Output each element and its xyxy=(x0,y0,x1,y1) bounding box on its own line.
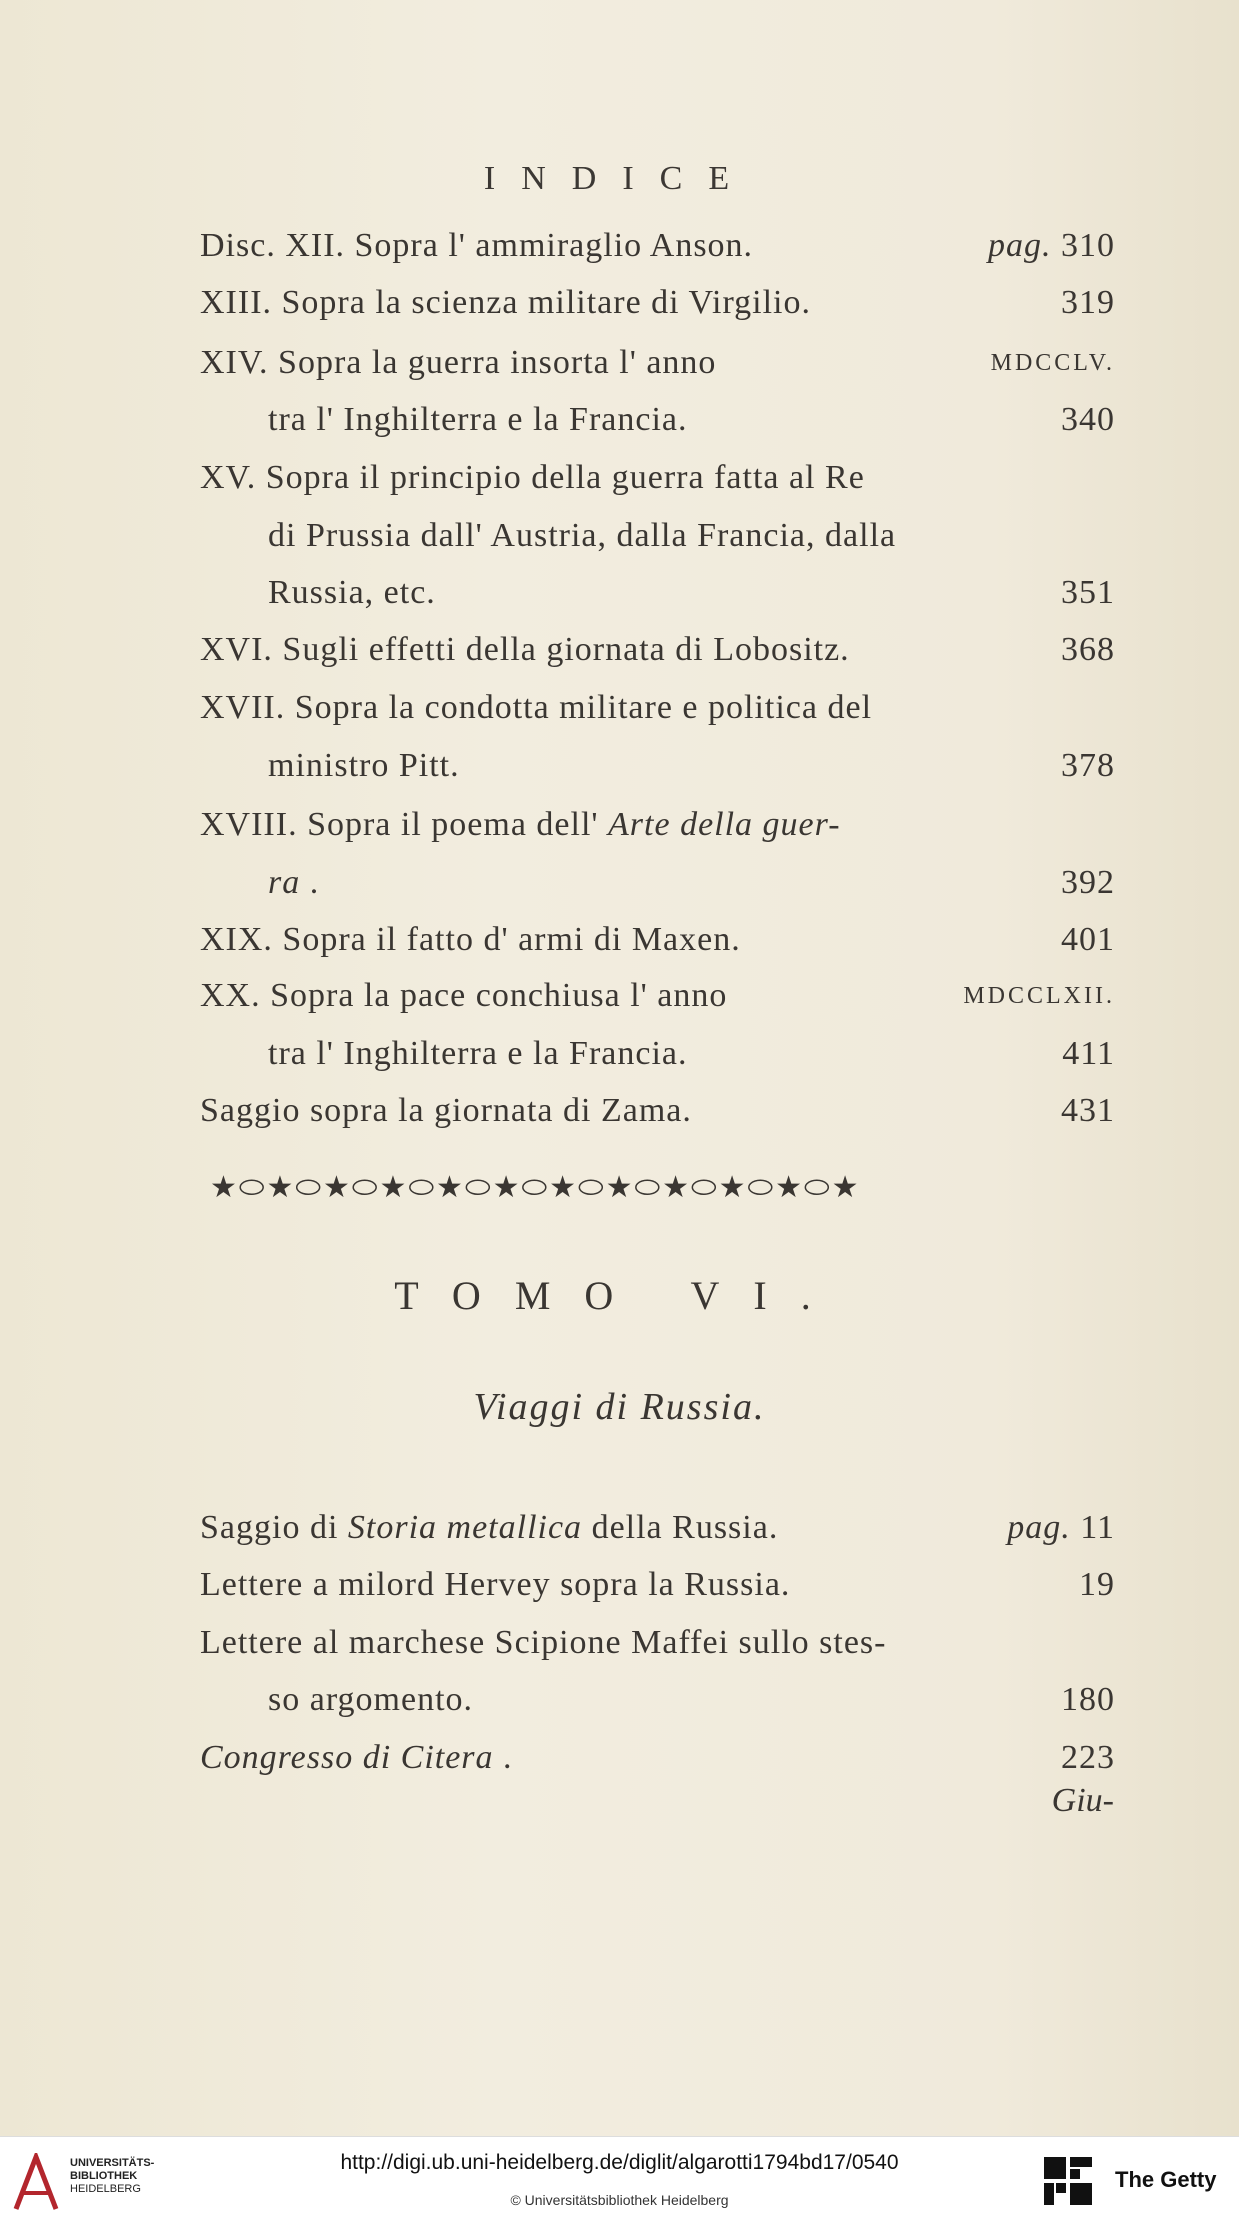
toc-entry xyxy=(200,450,1115,506)
institution-name: UNIVERSITÄTS- BIBLIOTHEK HEIDELBERG xyxy=(70,2157,155,2195)
entry-title-italic: Congresso di Citera xyxy=(200,1739,494,1776)
toc-entry xyxy=(200,622,1115,678)
entry-text: Lettere a milord Hervey sopra la Russia. xyxy=(200,1566,791,1603)
toc-entry xyxy=(200,680,1115,736)
entry-text: . xyxy=(503,1739,513,1776)
page-number: 411 xyxy=(1062,1035,1115,1072)
entry-text: XX. Sopra la pace conchiusa l' anno xyxy=(200,977,728,1014)
page-number: 340 xyxy=(1061,401,1115,438)
toc-entry xyxy=(200,1500,1115,1556)
entry-text: XIV. Sopra la guerra insorta l' anno xyxy=(200,344,717,381)
viewer-footer xyxy=(0,2136,1239,2224)
toc-entry xyxy=(268,738,1115,794)
toc-entry xyxy=(200,968,1115,1024)
entry-text: XVII. Sopra la condotta militare e politica del xyxy=(200,689,873,726)
page-label: pag. xyxy=(1007,1509,1071,1546)
section-title: Viaggi di Russia. xyxy=(473,1386,766,1428)
entry-text: Russia, etc. xyxy=(268,574,436,611)
page-number: 180 xyxy=(1061,1681,1115,1718)
toc-entry xyxy=(268,508,1115,564)
page-number: 401 xyxy=(1061,921,1115,958)
getty-label: The Getty xyxy=(1115,2167,1217,2192)
entry-text: Disc. XII. Sopra l' ammiraglio Anson. xyxy=(200,227,754,264)
toc-entry xyxy=(268,1672,1115,1728)
catchword: Giu- xyxy=(1051,1782,1114,1819)
page-number: 378 xyxy=(1061,747,1115,784)
entry-text: so argomento. xyxy=(268,1681,474,1718)
toc-entry xyxy=(200,1615,1115,1671)
entry-text: della Russia. xyxy=(591,1509,779,1546)
page-number: 392 xyxy=(1061,864,1115,901)
entry-text: Lettere al marchese Scipione Maffei sullo stes- xyxy=(200,1624,887,1661)
page-number: 351 xyxy=(1061,574,1115,611)
entry-text: XIII. Sopra la scienza militare di Virgilio. xyxy=(200,284,811,321)
entry-title-italic: Storia metallica xyxy=(347,1509,583,1546)
entry-text: di Prussia dall' Austria, dalla Francia, dalla xyxy=(268,517,897,554)
copyright-text: © Universitätsbibliothek Heidelberg xyxy=(510,2192,729,2208)
page-number: 11 xyxy=(1080,1509,1115,1546)
page-number: 19 xyxy=(1079,1566,1115,1603)
toc-entry xyxy=(200,1083,1115,1139)
page-number: 319 xyxy=(1061,284,1115,321)
entry-text: XVI. Sugli effetti della giornata di Lobositz. xyxy=(200,631,850,668)
entry-title-italic: Arte della guer- xyxy=(608,806,841,843)
toc-entry xyxy=(200,912,1115,968)
page-heading: INDICE xyxy=(483,160,756,197)
toc-entry xyxy=(268,1026,1115,1082)
toc-entry xyxy=(200,797,1115,853)
entry-title-italic: ra xyxy=(268,864,301,901)
toc-entry xyxy=(200,335,1115,391)
entry-year: MDCCLXII. xyxy=(963,983,1115,1009)
entry-text: Saggio sopra la giornata di Zama. xyxy=(200,1092,692,1129)
entry-text: ministro Pitt. xyxy=(268,747,460,784)
toc-entry xyxy=(268,565,1115,621)
entry-text: XV. Sopra il principio della guerra fatta al Re xyxy=(200,459,865,496)
page-number: 223 xyxy=(1061,1739,1115,1776)
volume-title: TOMO VI. xyxy=(394,1273,845,1318)
getty-logo-icon xyxy=(1042,2155,1094,2207)
decorative-border: ★⬭★⬭★⬭★⬭★⬭★⬭★⬭★⬭★⬭★⬭★⬭★ xyxy=(210,1170,861,1205)
entry-text: XIX. Sopra il fatto d' armi di Maxen. xyxy=(200,921,741,958)
toc-entry xyxy=(200,1730,1115,1786)
page-label: pag. xyxy=(988,227,1052,264)
entry-text: . xyxy=(309,864,320,901)
toc-entry xyxy=(268,855,1115,911)
page-number: 368 xyxy=(1061,631,1115,668)
entry-year: MDCCLV. xyxy=(990,350,1115,376)
entry-text: tra l' Inghilterra e la Francia. xyxy=(268,401,688,438)
source-url-link[interactable]: http://digi.ub.uni-heidelberg.de/diglit/algarotti1794bd17/0540 xyxy=(340,2151,899,2174)
page-number: 431 xyxy=(1061,1092,1115,1129)
toc-entry xyxy=(200,275,1115,331)
page-number: 310 xyxy=(1061,227,1115,264)
entry-text: Saggio di xyxy=(200,1509,339,1546)
toc-entry xyxy=(200,1557,1115,1613)
toc-entry xyxy=(200,218,1115,274)
entry-text: tra l' Inghilterra e la Francia. xyxy=(268,1035,688,1072)
toc-entry xyxy=(268,392,1115,448)
entry-text: XVIII. Sopra il poema dell' xyxy=(200,806,599,843)
